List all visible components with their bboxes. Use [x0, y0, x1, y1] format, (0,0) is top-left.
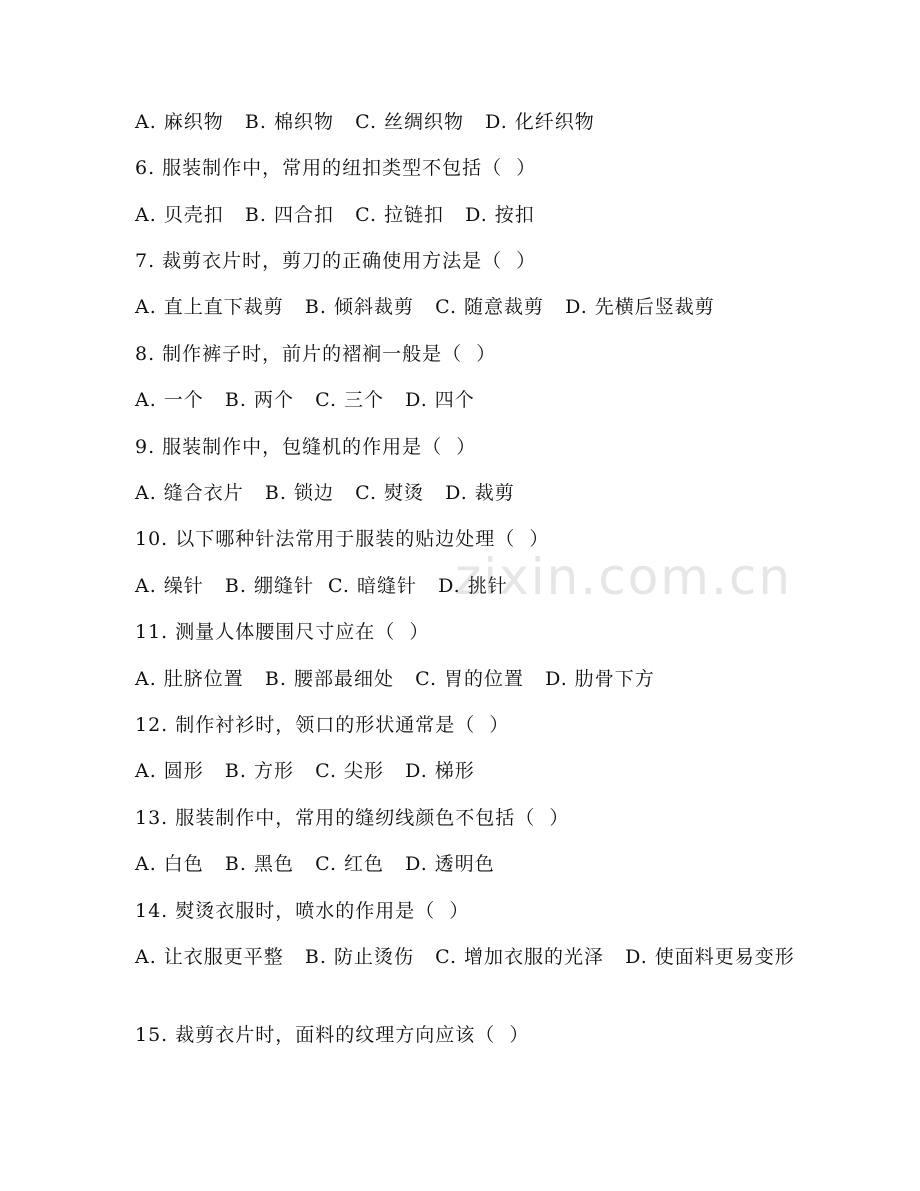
answer-options-q13: A. 白色 B. 黑色 C. 红色 D. 透明色	[135, 853, 495, 875]
answer-options-q12: A. 圆形 B. 方形 C. 尖形 D. 梯形	[135, 760, 475, 782]
question-14: 14. 熨烫衣服时，喷水的作用是（ ）	[135, 900, 470, 922]
question-10: 10. 以下哪种针法常用于服装的贴边处理（ ）	[135, 528, 550, 550]
question-9: 9. 服装制作中，包缝机的作用是（ ）	[135, 436, 477, 458]
question-6: 6. 服装制作中，常用的纽扣类型不包括（ ）	[135, 157, 537, 179]
answer-options-q14: A. 让衣服更平整 B. 防止烫伤 C. 增加衣服的光泽 D. 使面料更易变形	[135, 946, 795, 968]
answer-options-q11: A. 肚脐位置 B. 腰部最细处 C. 胃的位置 D. 肋骨下方	[135, 668, 655, 690]
question-7: 7. 裁剪衣片时，剪刀的正确使用方法是（ ）	[135, 250, 537, 272]
answer-options-q9: A. 缝合衣片 B. 锁边 C. 熨烫 D. 裁剪	[135, 482, 515, 504]
answer-options-q10: A. 缲针 B. 绷缝针 C. 暗缝针 D. 挑针	[135, 575, 508, 597]
answer-options-q7: A. 直上直下裁剪 B. 倾斜裁剪 C. 随意裁剪 D. 先横后竖裁剪	[135, 296, 715, 318]
answer-options-q5: A. 麻织物 B. 棉织物 C. 丝绸织物 D. 化纤织物	[135, 111, 595, 133]
question-13: 13. 服装制作中，常用的缝纫线颜色不包括（ ）	[135, 807, 570, 829]
answer-options-q8: A. 一个 B. 两个 C. 三个 D. 四个	[135, 389, 475, 411]
question-11: 11. 测量人体腰围尺寸应在（ ）	[135, 621, 430, 643]
question-8: 8. 制作裤子时，前片的褶裥一般是（ ）	[135, 343, 497, 365]
question-12: 12. 制作衬衫时，领口的形状通常是（ ）	[135, 714, 510, 736]
watermark: zixin.com.cn	[455, 548, 793, 606]
answer-options-q6: A. 贝壳扣 B. 四合扣 C. 拉链扣 D. 按扣	[135, 204, 535, 226]
question-15: 15. 裁剪衣片时，面料的纹理方向应该（ ）	[135, 1024, 530, 1046]
